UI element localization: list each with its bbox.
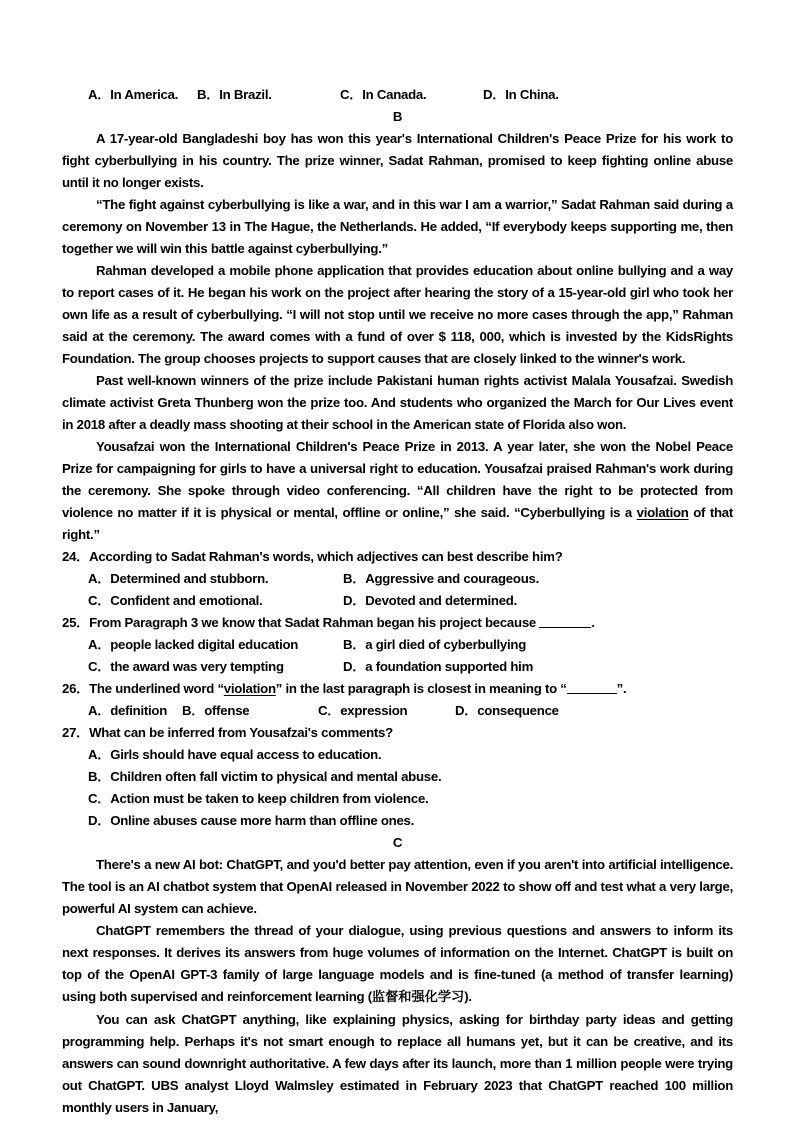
q26-option-b[interactable]: B．offense — [182, 703, 250, 718]
question-27-number: 27． — [62, 725, 90, 740]
q27-option-d[interactable]: D．Online abuses cause more harm than offline ones. — [88, 813, 415, 828]
question-27-option-row-c — [62, 788, 733, 810]
q25-option-c[interactable]: C．the award was very tempting — [88, 659, 284, 674]
q26-option-d[interactable]: D．consequence — [455, 703, 559, 718]
q24-option-a[interactable]: A．Determined and stubborn. — [88, 571, 269, 586]
passage-b-paragraph-1: A 17-year-old Bangladeshi boy has won this year's International Children's Peace Prize for his work to fight cyberbullying in his country. The prize winner, Sadat Rahman, promised to keep fighting online abuse until it no longer exists. — [62, 131, 733, 190]
question-25-blank — [539, 627, 591, 628]
question-24-stem — [62, 546, 733, 568]
passage-b-p5-text-before: Yousafzai won the International Children's Peace Prize in 2013. A year later, she won the Nobel Peace Prize for campaigning for girls to have a universal right to education. Yousafzai praised Rahman's work during the ceremony. She spoke through video conferencing. “All children have the right to be protected from violence no matter if it is physical or mental, offline or online,” she said. “Cyberbullying is a — [62, 439, 733, 520]
question-27-option-row-a — [62, 744, 733, 766]
q27-option-b[interactable]: B．Children often fall victim to physical and mental abuse. — [88, 769, 442, 784]
question-25-options-row-1 — [62, 634, 733, 656]
question-27-stem — [62, 722, 733, 744]
passage-c-paragraph-2 — [62, 920, 733, 1009]
passage-b-paragraph-4: Past well-known winners of the prize include Pakistani human rights activist Malala Yousafzai. Swedish climate activist Greta Thunberg won the prize too. And students who organized the March for Our Lives event in 2018 after a deadly mass shooting at their school in the American state of Florida also won. — [62, 373, 733, 432]
q23-option-b[interactable]: B．In Brazil. — [197, 87, 272, 102]
question-24-number: 24． — [62, 549, 90, 564]
passage-b-p5-text-after: of that right.” — [62, 505, 734, 542]
question-25-text-end: . — [591, 615, 595, 630]
passage-c-paragraph-3: You can ask ChatGPT anything, like explaining physics, asking for birthday party ideas and getting programming help. Perhaps it's not smart enough to replace all humans yet, but it can be creative, and its answers can sound downright authoritative. A few days after its launch, more than 1 million people were trying out ChatGPT. UBS analyst Lloyd Walmsley estimated in February 2023 that ChatGPT reached 100 million monthly users in January, — [62, 1012, 733, 1115]
q27-option-a[interactable]: A．Girls should have equal access to education. — [88, 747, 382, 762]
passage-b-label: B — [392, 109, 403, 124]
passage-c-label: C — [392, 835, 403, 850]
q25-option-a[interactable]: A．people lacked digital education — [88, 637, 299, 652]
passage-b-paragraph-5 — [62, 436, 733, 546]
question-26-text-end: ”. — [616, 681, 627, 696]
q25-option-b[interactable]: B．a girl died of cyberbullying — [343, 637, 527, 652]
question-25-options-row-2 — [62, 656, 733, 678]
passage-c-paragraph-1: There's a new AI bot: ChatGPT, and you'd better pay attention, even if you aren't into artificial intelligence. The tool is an AI chatbot system that OpenAI released in November 2022 to show off and test what a very large, powerful AI system can achieve. — [62, 857, 733, 916]
q23-option-a[interactable]: A．In America. — [88, 87, 179, 102]
passage-c-p2-text-after: ). — [464, 989, 472, 1004]
q27-option-c[interactable]: C．Action must be taken to keep children from violence. — [88, 791, 429, 806]
question-24-text: According to Sadat Rahman's words, which adjectives can best describe him? — [89, 549, 563, 564]
passage-b-paragraph-2: “The fight against cyberbullying is like a war, and in this war I am a warrior,” Sadat Rahman said during a ceremony on November 13 in The Hague, the Netherlands. He added, “If everybody keeps supporting me, then together we will win this battle against cyberbullying.” — [62, 197, 733, 256]
question-27-text: What can be inferred from Yousafzai's comments? — [89, 725, 393, 740]
question-26-text-mid: ” in the last paragraph is closest in meaning to “ — [275, 681, 567, 696]
question-24-options-row-1 — [62, 568, 733, 590]
passage-b-paragraph-3: Rahman developed a mobile phone application that provides education about online bullying and a way to report cases of it. He began his work on the project after hearing the story of a 15-year-old girl who took her own life as a result of cyberbullying. “I will not stop until we receive no more cases through the app,” Rahman said at the ceremony. The award comes with a fund of over $ 118, 000, which is invested by the KidsRights Foundation. The group chooses projects to support causes that are closely linked to the winner's work. — [62, 263, 733, 366]
question-27-option-row-b — [62, 766, 733, 788]
q24-option-c[interactable]: C．Confident and emotional. — [88, 593, 263, 608]
q23-options-row — [62, 84, 733, 106]
question-26-stem — [62, 678, 733, 700]
q26-option-a[interactable]: A．definition — [88, 703, 168, 718]
q23-option-c[interactable]: C．In Canada. — [340, 87, 427, 102]
document-content — [62, 84, 733, 1119]
q26-option-c[interactable]: C．expression — [318, 703, 408, 718]
q23-option-d[interactable]: D．In China. — [483, 87, 559, 102]
question-25-text: From Paragraph 3 we know that Sadat Rahman began his project because — [89, 615, 540, 630]
question-27-option-row-d — [62, 810, 733, 832]
question-26-number: 26． — [62, 681, 90, 696]
question-26-underlined-word: violation — [223, 681, 276, 696]
question-25-number: 25． — [62, 615, 90, 630]
question-26-blank — [567, 693, 617, 694]
passage-c-p2-text-before: ChatGPT remembers the thread of your dialogue, using previous questions and answers to inform its next responses. It derives its answers from huge volumes of information on the Internet. ChatGPT is built on top of the OpenAI GPT-3 family of large language models and is fine-tuned (a method of transfer learning) using both supervised and reinforcement learning ( — [62, 923, 733, 1004]
q24-option-d[interactable]: D．Devoted and determined. — [343, 593, 518, 608]
violation-underlined-word: violation — [636, 505, 689, 520]
q25-option-d[interactable]: D．a foundation supported him — [343, 659, 534, 674]
question-25-stem — [62, 612, 733, 634]
question-24-options-row-2 — [62, 590, 733, 612]
question-26-text-before: The underlined word “ — [89, 681, 224, 696]
question-26-options-row — [62, 700, 733, 722]
q24-option-b[interactable]: B．Aggressive and courageous. — [343, 571, 539, 586]
passage-c-chinese-gloss: 监督和强化学习 — [371, 990, 465, 1005]
